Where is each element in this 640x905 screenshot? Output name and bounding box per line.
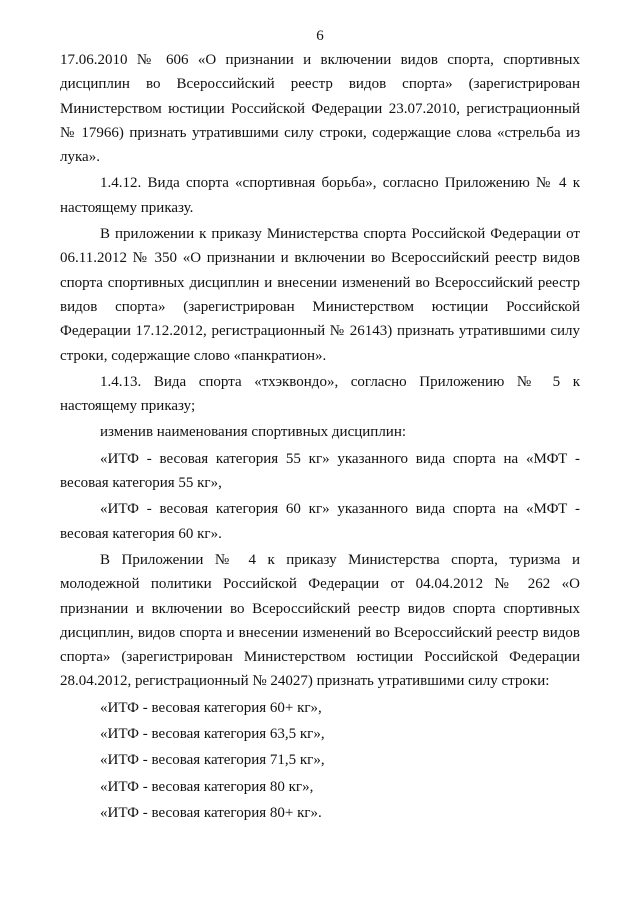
paragraph-continuation: 17.06.2010 № 606 «О признании и включении видов спорта, спортивных дисциплин во Всероссийский реестр видов спорта» (зарегистрирован Министерством юстиции Российской Федерации 23.07.2010, регистрационный № 17966) признать утратившими силу строки, содержащие слова «стрельба из лука». — [60, 52, 580, 166]
paragraph-rename-60: «ИТФ - весовая категория 60 кг» указанного вида спорта на «МФТ - весовая категория 60 кг». — [60, 501, 580, 542]
list-item: «ИТФ - весовая категория 63,5 кг», — [100, 726, 325, 743]
list-item: «ИТФ - весовая категория 60+ кг», — [100, 699, 322, 716]
paragraph-order-262: В Приложении № 4 к приказу Министерства спорта, туризма и молодежной политики Российской Федерации от 04.04.2012 № 262 «О признании и включении во Всероссийский реестр видов спорта спортивных дисциплин, видов спорта и внесении изменений во Всероссийский реестр видов спорта» (зарегистрирован Министерством юстиции Российской Федерации 28.04.2012, регистрационный № 24027) признать утратившими силу строки: — [60, 551, 580, 690]
paragraph-item-1-4-12: 1.4.12. Вида спорта «спортивная борьба», согласно Приложению № 4 к настоящему приказу. — [60, 175, 580, 216]
paragraph-rename-intro: изменив наименования спортивных дисциплин: — [100, 424, 407, 441]
list-item: «ИТФ - весовая категория 71,5 кг», — [100, 752, 325, 769]
paragraph-order-350: В приложении к приказу Министерства спорта Российской Федерации от 06.11.2012 № 350 «О признании и включении во Всероссийский реестр видов спорта спортивных дисциплин и внесении изменений во Всероссийский реестр видов спорта» (зарегистрирован Министерством юстиции Российской Федерации 17.12.2012, регистрационный № 26143) признать утратившими силу строки, содержащие слово «панкратион». — [60, 226, 580, 364]
list-item: «ИТФ - весовая категория 80 кг», — [100, 778, 314, 795]
paragraph-item-1-4-13: 1.4.13. Вида спорта «тхэквондо», согласно Приложению № 5 к настоящему приказу; — [60, 373, 580, 415]
list-item: «ИТФ - весовая категория 80+ кг». — [100, 804, 322, 821]
document-body — [60, 48, 580, 827]
paragraph-rename-55: «ИТФ - весовая категория 55 кг» указанного вида спорта на «МФТ - весовая категория 55 кг», — [60, 450, 580, 492]
page-number: 6 — [316, 28, 324, 44]
